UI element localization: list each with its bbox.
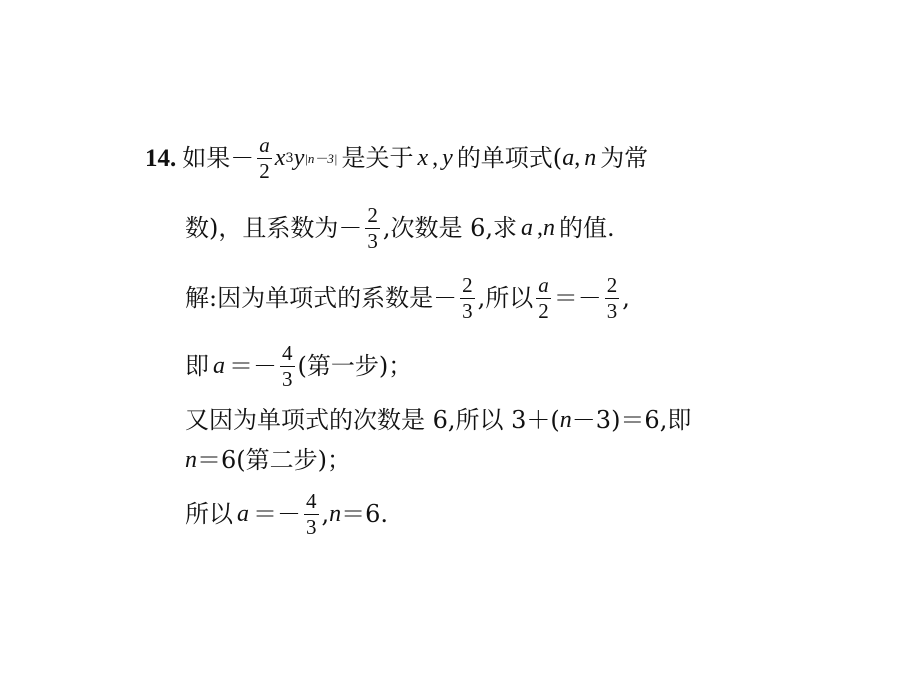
- fraction-denominator: 3: [462, 298, 473, 323]
- fraction-2-over-3: [460, 272, 475, 323]
- minus-sign: －: [230, 144, 255, 172]
- fraction-a-over-2: [257, 132, 272, 183]
- solution-text: ＝6(第二步)；: [197, 446, 351, 474]
- variable-n: n: [543, 215, 556, 241]
- variable-n: n: [329, 501, 342, 527]
- variable-x: x: [274, 145, 286, 171]
- solution-text: 又因为单项式的次数是 6,所以 3＋(: [185, 406, 560, 434]
- problem-number: 14.: [145, 144, 177, 172]
- comma: ,: [574, 145, 581, 171]
- solution-text: ＝－: [253, 500, 301, 528]
- fraction-denominator: 3: [306, 514, 317, 539]
- variable-n: n: [559, 407, 572, 433]
- variable-x: x: [417, 145, 429, 171]
- solution-text: ＝－: [553, 284, 602, 312]
- problem-text: 的单项式(: [456, 144, 563, 172]
- variable-y: y: [442, 145, 453, 171]
- fraction-a-over-2: [536, 272, 551, 323]
- fraction-numerator: 2: [462, 272, 473, 297]
- solution-text: －3)＝6,即: [571, 406, 692, 434]
- constant-a: a: [562, 145, 575, 171]
- solution-text: 所以: [185, 500, 233, 528]
- solution-line-1: [185, 270, 630, 326]
- fraction-denominator: 3: [367, 228, 378, 253]
- constant-n: n: [584, 145, 597, 171]
- solution-text: ＝－: [229, 352, 277, 380]
- variable-y: y: [293, 145, 305, 171]
- solution-text: ,所以: [477, 284, 534, 312]
- problem-text: ,次数是 6,求: [382, 214, 518, 242]
- solution-text: ,: [622, 284, 630, 312]
- variable-a: a: [237, 501, 249, 527]
- fraction-numerator: 2: [606, 272, 618, 297]
- problem-text: 数)，且系数为－: [185, 214, 363, 242]
- variable-a: a: [521, 215, 534, 241]
- fraction-numerator: a: [538, 272, 549, 297]
- exponent-abs: |n－3|: [304, 150, 338, 166]
- fraction-numerator: 4: [306, 488, 317, 513]
- fraction-numerator: a: [259, 132, 270, 157]
- variable-n: n: [185, 447, 197, 473]
- solution-line-4: [185, 432, 351, 488]
- solution-text: 即: [185, 352, 209, 380]
- problem-text: 的值.: [559, 214, 615, 242]
- fraction-4-over-3: [280, 340, 295, 391]
- fraction-numerator: 4: [282, 340, 293, 365]
- fraction-denominator: 2: [538, 298, 549, 323]
- fraction-2-over-3: [605, 272, 620, 323]
- solution-text: (第一步)；: [297, 352, 413, 380]
- problem-line-1: [145, 130, 648, 186]
- solution-text: ,: [321, 500, 330, 528]
- fraction-4-over-3: [304, 488, 319, 539]
- solution-text: 解:因为单项式的系数是－: [185, 284, 458, 312]
- variable-a: a: [213, 353, 225, 379]
- problem-text: 是关于: [341, 144, 414, 172]
- solution-text: ＝6.: [341, 500, 389, 528]
- comma: ,: [537, 215, 544, 241]
- problem-text: 如果: [182, 144, 231, 172]
- exponent-3: 3: [285, 150, 294, 166]
- solution-line-2: [185, 338, 412, 394]
- fraction-denominator: 3: [282, 366, 293, 391]
- fraction-2-over-3: [365, 202, 380, 253]
- fraction-denominator: 3: [606, 298, 618, 323]
- solution-line-5: [185, 486, 388, 542]
- fraction-numerator: 2: [367, 202, 378, 227]
- problem-text: 为常: [600, 144, 649, 172]
- problem-line-2: [185, 200, 615, 256]
- comma: ,: [432, 145, 439, 171]
- fraction-denominator: 2: [259, 158, 270, 183]
